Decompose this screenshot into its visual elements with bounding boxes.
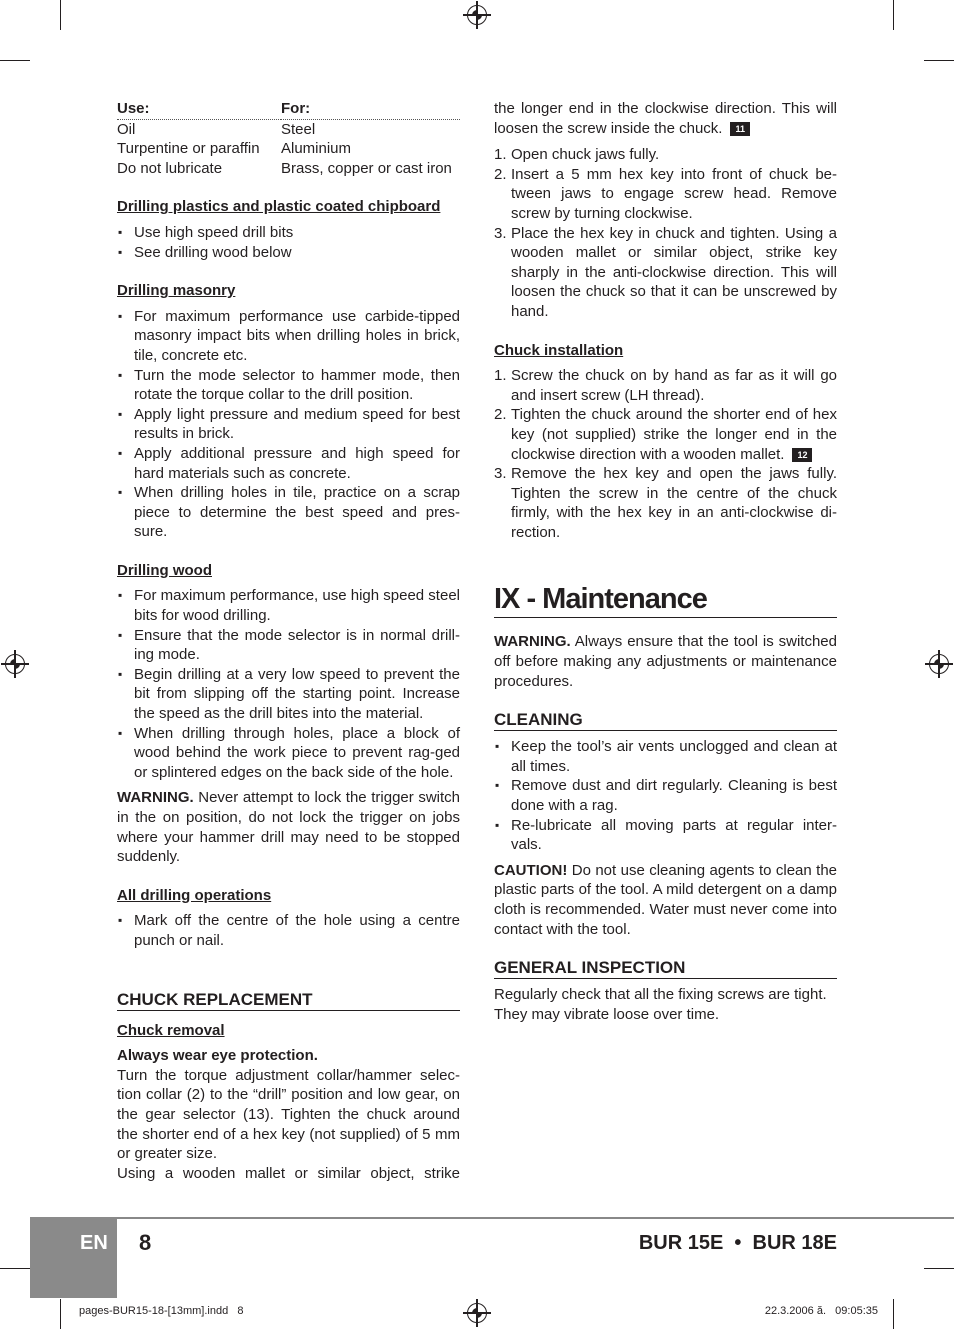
language-label: EN: [80, 1232, 108, 1254]
list-item: ▪ Apply light pressure and medium speed for best results in brick.: [117, 405, 460, 444]
bullet-list: [117, 307, 460, 542]
section-heading-chuck-replacement: CHUCK REPLACEMENT: [117, 990, 460, 1011]
list-item: [494, 145, 837, 165]
warning-text: Always ensure that the tool is switched off before making any adjustments or maintenance procedures.: [494, 633, 837, 690]
step-number: 1.: [494, 367, 507, 385]
body-text: the longer end in the clockwise direction. This will loosen the screw inside the chuck.: [494, 100, 837, 137]
section-heading-wood: Drilling wood: [117, 561, 212, 579]
table-cell: Brass, copper or cast iron: [281, 159, 452, 177]
list-item: ▪ Begin drilling at a very low speed to prevent the bit from slipping off the starting point. Increase the speed as the drill bites into the material.: [117, 665, 460, 724]
crop-mark: [0, 60, 30, 61]
chapter-title: IX - Maintenance: [494, 582, 837, 618]
bullet-list: [494, 737, 837, 855]
crop-mark: [893, 1299, 894, 1329]
body-paragraph: [494, 99, 837, 138]
list-item: [494, 366, 837, 405]
list-item: ▪ Apply additional pressure and high speed for hard materials such as concrete.: [117, 444, 460, 483]
table-header-use: Use:: [117, 99, 281, 119]
section-heading-inspection: GENERAL INSPECTION: [494, 958, 837, 979]
crop-mark: [924, 60, 954, 61]
list-item: ▪ Mark off the centre of the hole using a centre punch or nail.: [117, 911, 460, 950]
step-number: 2.: [494, 406, 507, 424]
body-paragraph: Using a wooden mallet or similar object, strike: [117, 1164, 460, 1182]
warning-text: Never attempt to lock the trigger switch in the on position, do not lock the trigger on jobs where your hammer drill may need to be stopped suddenly.: [117, 789, 460, 866]
registration-mark-icon: [467, 5, 487, 25]
section-heading-masonry: Drilling masonry: [117, 282, 236, 300]
list-item: ▪ Ensure that the mode selector is in normal drill-ing mode.: [117, 626, 460, 665]
section-heading-cleaning: CLEANING: [494, 710, 837, 731]
body-paragraph: Regularly check that all the fixing screws are tight. They may vibrate loose over time.: [494, 986, 827, 1023]
step-text: Screw the chuck on by hand as far as it will go and insert screw (LH thread).: [511, 367, 837, 404]
step-text: Remove the hex key and open the jaws fully. Tighten the screw in the centre of the chuck firmly, with the hex key in an anti-clockwise di-rection.: [511, 465, 837, 541]
step-text: Insert a 5 mm hex key into front of chuck be-tween jaws to engage screw head. Remove screw by turning clockwise.: [511, 165, 837, 222]
step-number: 2.: [494, 165, 507, 183]
bullet-list: [117, 223, 460, 262]
numbered-list: [494, 366, 837, 542]
body-paragraph: Turn the torque adjustment collar/hammer selec-tion collar (2) to the “drill” position and low gear, on the gear selector (13). Tighten the chuck around the shorter end of a hex key (not supplied) of 5 mm or greater size.: [117, 1066, 460, 1163]
crop-mark: [60, 1299, 61, 1329]
section-heading-chuck-installation: Chuck installation: [494, 341, 624, 359]
section-heading-all-ops: All drilling operations: [117, 886, 272, 904]
table-row: [117, 159, 460, 179]
crop-mark: [60, 0, 61, 30]
registration-mark-icon: [929, 654, 949, 674]
list-item: ▪ Remove dust and dirt regularly. Cleaning is best done with a rag.: [494, 776, 837, 815]
section-heading-plastics: Drilling plastics and plastic coated chipboard: [117, 198, 441, 216]
warning-paragraph: [494, 632, 837, 691]
eye-protection-note: Always wear eye protection.: [117, 1047, 318, 1065]
list-item: ▪ Use high speed drill bits: [117, 223, 460, 243]
registration-mark-icon: [5, 654, 25, 674]
list-item: ▪ For maximum performance, use high speed steel bits for wood drilling.: [117, 586, 460, 625]
caution-paragraph: [494, 861, 837, 939]
warning-label: WARNING.: [494, 633, 571, 651]
crop-mark: [0, 1268, 30, 1269]
list-item: ▪ Keep the tool’s air vents unclogged and clean at all times.: [494, 737, 837, 776]
left-column: [117, 99, 460, 1183]
table-cell: Steel: [281, 120, 316, 138]
step-text: Tighten the chuck around the shorter end of hex key (not supplied) strike the longer end in the clockwise direction with a wooden mallet.: [511, 406, 837, 463]
list-item: ▪ Re-lubricate all moving parts at regular inter-vals.: [494, 816, 837, 855]
print-slug-file: pages-BUR15-18-[13mm].indd 8: [79, 1305, 244, 1317]
step-text: Open chuck jaws fully.: [511, 146, 660, 164]
table-header-for: For:: [281, 99, 460, 119]
lubricant-table: [117, 99, 460, 178]
figure-ref-badge: 12: [792, 448, 812, 462]
table-cell: Do not lubricate: [117, 159, 223, 177]
bullet-list: [117, 911, 460, 950]
model-name: BUR 15E • BUR 18E: [638, 1232, 837, 1254]
page-number: 8: [139, 1230, 152, 1255]
step-number: 3.: [494, 465, 507, 483]
table-row: [117, 139, 460, 159]
list-item: ▪ When drilling holes in tile, practice on a scrap piece to determine the best speed and pres-sure.: [117, 483, 460, 542]
language-tab: [30, 1217, 117, 1298]
step-number: 1.: [494, 146, 507, 164]
caution-label: CAUTION!: [494, 861, 568, 879]
table-cell: Oil: [117, 120, 136, 138]
list-item: ▪ When drilling through holes, place a block of wood behind the work piece to prevent rag-ged or splintered edges on the back side of the hole.: [117, 724, 460, 783]
footer-rule: [30, 1217, 954, 1219]
warning-paragraph: [117, 788, 460, 866]
step-number: 3.: [494, 224, 507, 242]
numbered-list: [494, 145, 837, 321]
crop-mark: [893, 0, 894, 30]
section-heading-chuck-removal: Chuck removal: [117, 1021, 225, 1039]
list-item: ▪ Turn the mode selector to hammer mode, then rotate the torque collar to the drill position.: [117, 366, 460, 405]
list-item: [494, 405, 837, 464]
crop-mark: [924, 1268, 954, 1269]
registration-mark-icon: [467, 1303, 487, 1323]
table-cell: Turpentine or paraffin: [117, 140, 260, 158]
list-item: [494, 464, 837, 542]
list-item: [494, 224, 837, 322]
step-text: Place the hex key in chuck and tighten. Using a wooden mallet or similar object, strike key sharply in the anti-clockwise direction. This will loosen the chuck so that it can be unscrewed by hand.: [511, 224, 837, 320]
table-row: [117, 119, 460, 139]
figure-ref-badge: 11: [730, 122, 750, 136]
print-slug-date: 22.3.2006 ă. 09:05:35: [764, 1305, 878, 1317]
bullet-list: [117, 586, 460, 782]
list-item: ▪ For maximum performance use carbide-tipped masonry impact bits when drilling holes in brick, tile, concrete etc.: [117, 307, 460, 366]
table-cell: Aluminium: [281, 140, 352, 158]
list-item: [494, 165, 837, 224]
right-column: [494, 99, 837, 1024]
list-item: ▪ See drilling wood below: [117, 243, 460, 263]
caution-text: Do not use cleaning agents to clean the plastic parts of the tool. A mild detergent on a damp cloth is recommended. Water must never come into contact with the tool.: [494, 861, 837, 938]
warning-label: WARNING.: [117, 789, 194, 807]
